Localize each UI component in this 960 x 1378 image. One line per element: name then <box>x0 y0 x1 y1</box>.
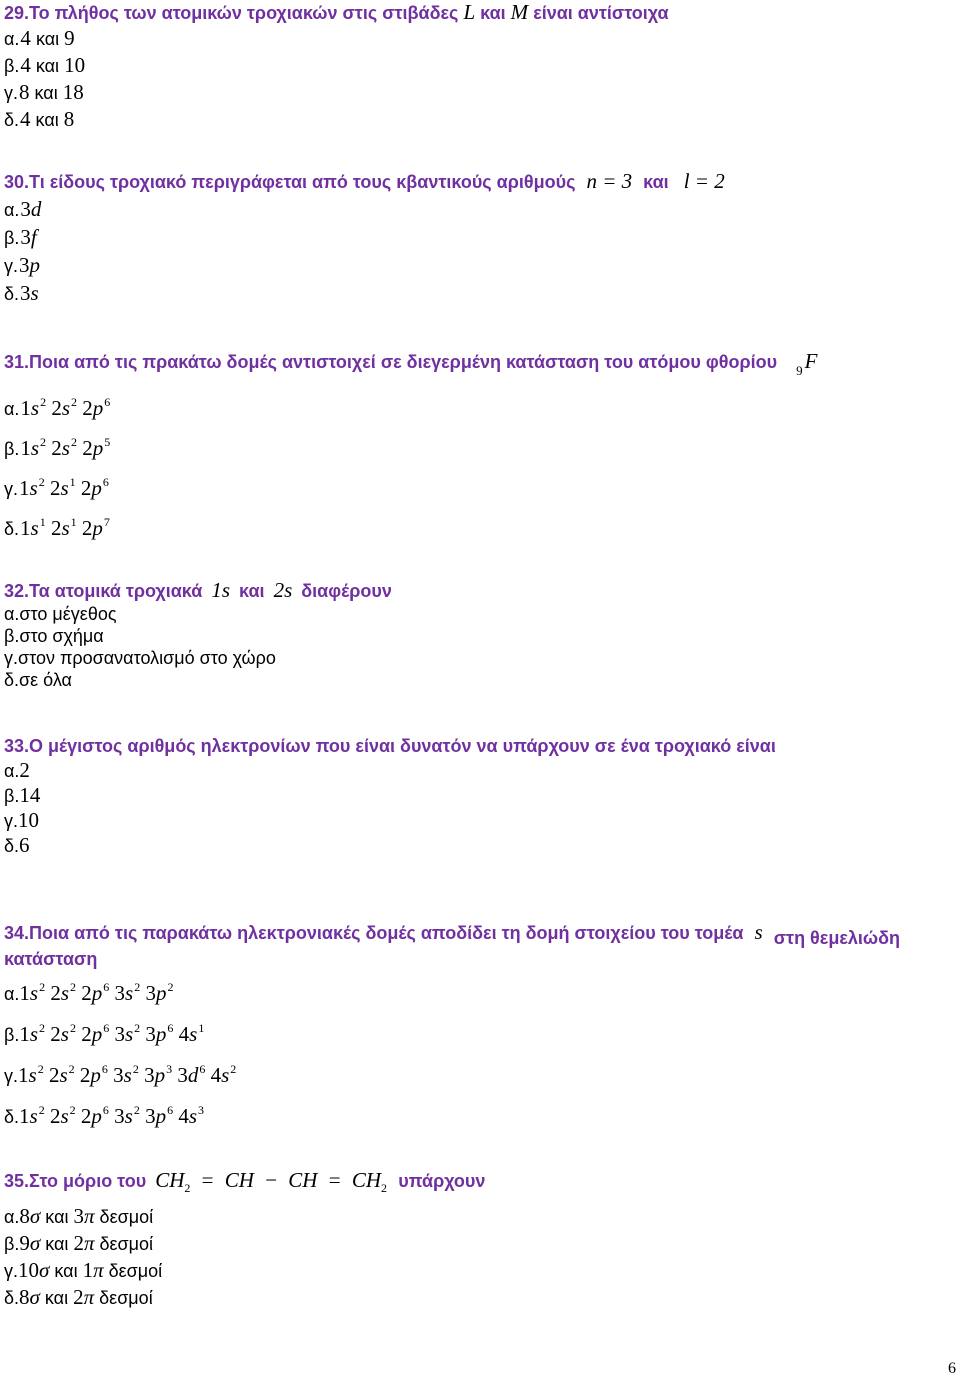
question-30-title: 30.Τι είδους τροχιακό περιγράφεται από τους κβαντικούς αριθμούς n = 3 και l = 2 <box>4 169 725 193</box>
option-35b[interactable]: β.9σ και 2π δεσμοί <box>4 1231 154 1255</box>
option-31d[interactable]: $\delta.1s^1$ $2s^1$ $2p^7$ <box>4 515 110 540</box>
butadiene-formula: $CH_2$ = CH − CH = $CH_2$ <box>155 1168 387 1195</box>
option-29a[interactable]: α.4 και 9 <box>4 26 75 50</box>
option-31b[interactable]: $\beta.1s^2$ $2s^2$ $2p^5$ <box>4 435 111 460</box>
shell-L: L <box>463 0 476 24</box>
option-label: α. <box>4 984 20 1004</box>
option-30d[interactable]: δ.3s <box>4 281 39 305</box>
option-30a[interactable]: α.3d <box>4 197 42 221</box>
question-35-title: 35.Στο μόριο του $CH_2$ = CH − CH = $CH_2$ υπάρχουν <box>4 1168 486 1195</box>
orbital-2s: 2s <box>273 578 293 602</box>
option-33b[interactable]: β.14 <box>4 783 41 807</box>
option-33a[interactable]: α.2 <box>4 758 30 782</box>
question-33 <box>4 734 776 858</box>
option-29c[interactable]: γ.8 και 18 <box>4 80 84 104</box>
option-32b[interactable]: β.στο σχήμα <box>4 626 104 646</box>
option-31a[interactable]: $\alpha.1s^2$ $2s^2$ $2p^6$ <box>4 395 111 420</box>
option-29b[interactable]: β.4 και 10 <box>4 53 86 77</box>
option-34a[interactable] <box>4 975 900 1006</box>
question-29 <box>4 0 669 132</box>
electron-configuration: $1s^2$ $2s^2$ $2p^6$ $3s^2$ $3p^2$ <box>19 980 174 1005</box>
question-34-title-cont: κατάσταση <box>4 949 98 969</box>
option-29d[interactable]: δ.4 και 8 <box>4 107 75 131</box>
question-31-title: 31.Ποια από τις πρακάτω δομές αντιστοιχεί σε διεγερμένη κατάσταση του ατόμου φθορίου $_9$F <box>4 349 818 378</box>
question-29-title: 29.Το πλήθος των ατομικών τροχιακών στις στιβάδες L και M είναι αντίστοιχα <box>4 0 669 24</box>
question-30 <box>4 169 725 306</box>
option-31c[interactable]: $\gamma.1s^2$ $2s^1$ $2p^6$ <box>4 475 109 500</box>
option-34b[interactable] <box>4 1016 900 1047</box>
question-32 <box>4 578 392 691</box>
option-label: δ. <box>4 1107 20 1127</box>
question-34-title: 34.Ποια από τις παρακάτω ηλεκτρονιακές δομές αποδίδει τη δομή στοιχείου του τομέα s στη θεμελιώδη <box>4 920 901 948</box>
electron-configuration: $1s^2$ $2s^2$ $2p^6$ $3s^2$ $3p^6$ $4s^3$ <box>19 1103 205 1128</box>
question-31 <box>4 349 817 541</box>
page-number: 6 <box>948 1360 956 1377</box>
option-30c[interactable]: γ.3p <box>4 253 41 277</box>
option-32a[interactable]: α.στο μέγεθος <box>4 604 117 624</box>
electron-configuration: $1s^2$ $2s^2$ $2p^6$ $3s^2$ $3p^3$ $3d^6$ $4s^2$ <box>18 1062 237 1087</box>
shell-M: M <box>510 0 529 24</box>
option-32d[interactable]: δ.σε όλα <box>4 670 72 690</box>
element-symbol: F <box>804 349 818 373</box>
quantum-l: l = 2 <box>683 169 725 193</box>
option-label: β. <box>4 1025 20 1045</box>
option-35a[interactable]: α.8σ και 3π δεσμοί <box>4 1204 154 1228</box>
question-34 <box>4 920 900 1129</box>
quantum-n: n = 3 <box>586 169 633 193</box>
option-34c[interactable] <box>4 1057 900 1088</box>
orbital-1s: 1s <box>211 578 231 602</box>
electron-configuration: $1s^2$ $2s^2$ $2p^6$ $3s^2$ $3p^6$ $4s^1$ <box>19 1021 205 1046</box>
option-label: γ. <box>4 1066 19 1086</box>
question-32-title: 32.Τα ατομικά τροχιακά 1s και 2s διαφέρουν <box>4 578 392 602</box>
block-s: s <box>754 920 763 944</box>
option-33d[interactable]: δ.6 <box>4 833 30 857</box>
question-33-title: 33.Ο μέγιστος αριθμός ηλεκτρονίων που είναι δυνατόν να υπάρχουν σε ένα τροχιακό είναι <box>4 736 776 756</box>
option-35c[interactable]: γ.10σ και 1π δεσμοί <box>4 1258 163 1282</box>
option-32c[interactable]: γ.στον προσανατολισμό στο χώρο <box>4 648 276 668</box>
option-33c[interactable]: γ.10 <box>4 808 40 832</box>
atomic-number: 9 <box>796 363 803 378</box>
question-35 <box>4 1168 485 1310</box>
option-35d[interactable]: δ.8σ και 2π δεσμοί <box>4 1285 153 1309</box>
option-34d[interactable] <box>4 1098 900 1129</box>
option-30b[interactable]: β.3f <box>4 225 37 249</box>
